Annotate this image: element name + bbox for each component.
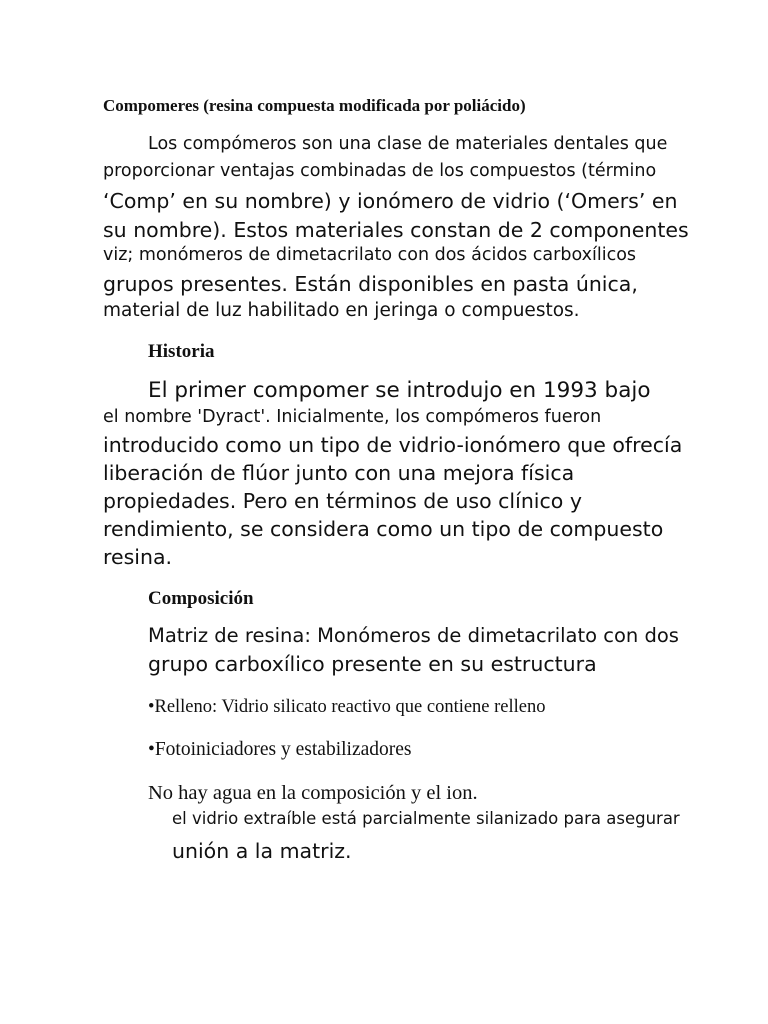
historia-line: propiedades. Pero en términos de uso clínico y bbox=[103, 489, 582, 513]
intro-line: ‘Comp’ en su nombre) y ionómero de vidrio (‘Omers’ en bbox=[103, 189, 678, 213]
intro-line: Los compómeros son una clase de materiales dentales que bbox=[148, 134, 668, 154]
matriz-line: grupo carboxílico presente en su estructura bbox=[148, 652, 597, 676]
vidrio-line: unión a la matriz. bbox=[172, 839, 352, 863]
fotoiniciadores-bullet: •Fotoiniciadores y estabilizadores bbox=[148, 739, 412, 760]
historia-line: rendimiento, se considera como un tipo de compuesto bbox=[103, 517, 664, 541]
historia-line: resina. bbox=[103, 545, 173, 569]
historia-line: el nombre 'Dyract'. Inicialmente, los compómeros fueron bbox=[103, 407, 602, 427]
intro-line: grupos presentes. Están disponibles en pasta única, bbox=[103, 272, 638, 296]
historia-line: liberación de flúor junto con una mejora física bbox=[103, 461, 575, 485]
intro-line: material de luz habilitado en jeringa o compuestos. bbox=[103, 300, 580, 321]
intro-line: su nombre). Estos materiales constan de 2 componentes bbox=[103, 218, 689, 242]
historia-line: El primer compomer se introdujo en 1993 bajo bbox=[148, 378, 651, 403]
matriz-line: Matriz de resina: Monómeros de dimetacrilato con dos bbox=[148, 624, 679, 647]
intro-line: viz; monómeros de dimetacrilato con dos ácidos carboxílicos bbox=[103, 245, 637, 265]
historia-heading: Historia bbox=[148, 341, 215, 362]
agua-line: No hay agua en la composición y el ion. bbox=[148, 782, 478, 804]
intro-line: proporcionar ventajas combinadas de los compuestos (término bbox=[103, 161, 657, 181]
historia-line: introducido como un tipo de vidrio-ionómero que ofrecía bbox=[103, 433, 683, 457]
relleno-bullet: •Relleno: Vidrio silicato reactivo que contiene relleno bbox=[148, 697, 546, 717]
document-title: Compomeres (resina compuesta modificada por poliácido) bbox=[103, 96, 526, 115]
vidrio-line: el vidrio extraíble está parcialmente silanizado para asegurar bbox=[172, 809, 680, 828]
composicion-heading: Composición bbox=[148, 588, 254, 609]
